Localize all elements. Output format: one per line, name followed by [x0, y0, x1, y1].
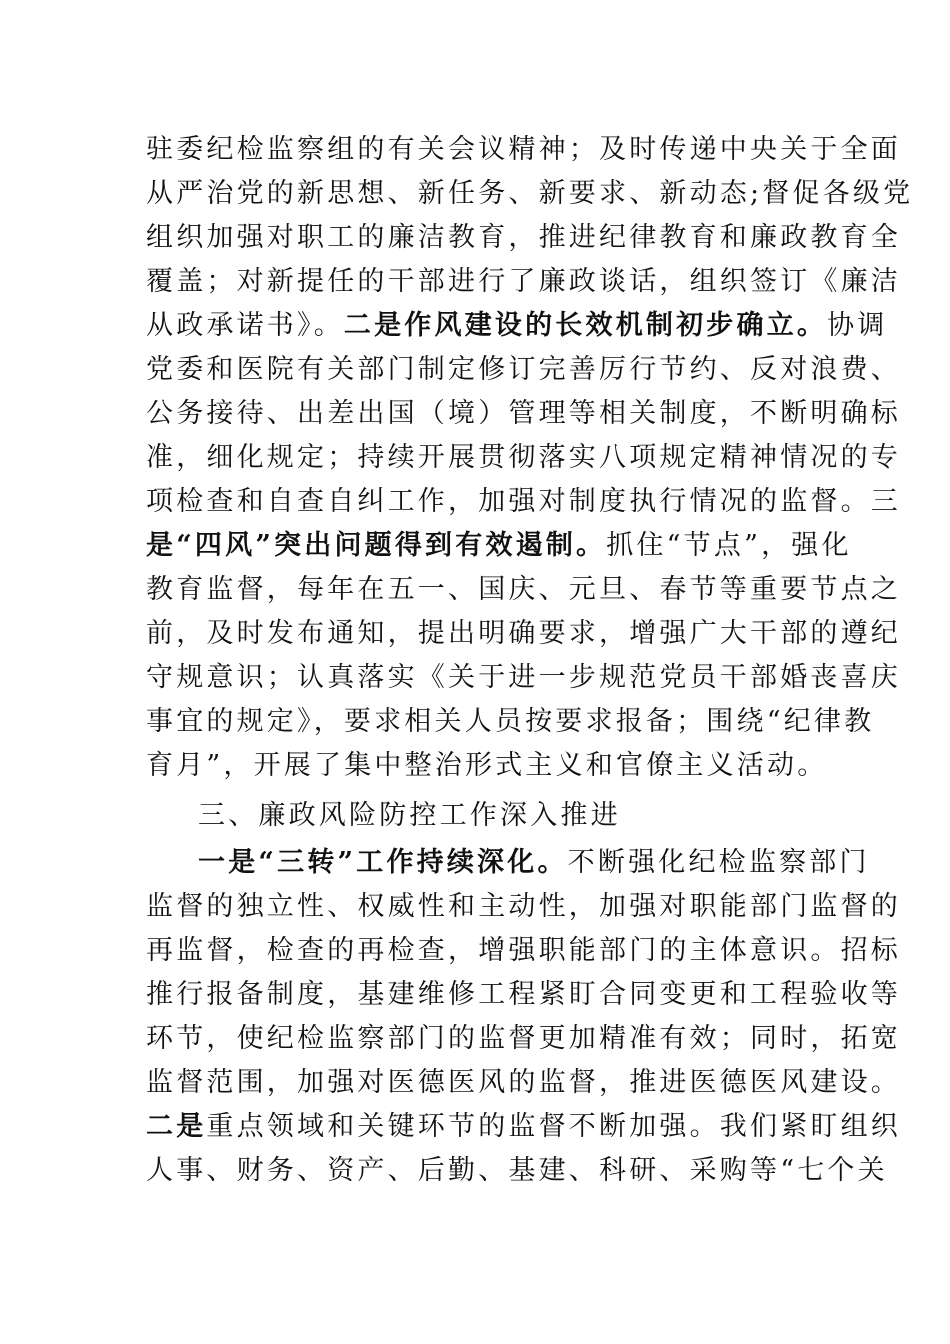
- line-text: 协调: [827, 310, 888, 341]
- body-line: 公务接待、出差出国（境）管理等相关制度，不断明确标: [146, 398, 901, 429]
- body-line: 覆盖；对新提任的干部进行了廉政谈话，组织签订《廉洁: [146, 266, 901, 297]
- body-line: 育月”，开展了集中整治形式主义和官僚主义活动。: [146, 750, 828, 781]
- body-line: [146, 304, 888, 348]
- body-line: [146, 524, 852, 568]
- body-line: 驻委纪检监察组的有关会议精神；及时传递中央关于全面: [146, 134, 901, 165]
- body-line: 党委和医院有关部门制定修订完善厉行节约、反对浪费、: [146, 354, 901, 385]
- line-text: 不断强化纪检监察部门: [567, 847, 870, 878]
- line-text: 抓住“节点”，强化: [606, 530, 852, 561]
- bold-subheading: 二是: [146, 1111, 207, 1142]
- body-line: 前，及时发布通知，提出明确要求，增强广大干部的遵纪: [146, 618, 901, 649]
- body-line: 监督的独立性、权威性和主动性，加强对职能部门监督的: [146, 891, 901, 922]
- bold-subheading: 二是作风建设的长效机制初步确立。: [343, 310, 828, 341]
- body-line: 准，细化规定；持续开展贯彻落实八项规定精神情况的专: [146, 442, 901, 473]
- body-line: 从严治党的新思想、新任务、新要求、新动态;督促各级党: [146, 178, 914, 209]
- body-line: [198, 841, 870, 885]
- bold-subheading: 是“四风”突出问题得到有效遏制。: [146, 530, 607, 561]
- body-line: 项检查和自查自纠工作，加强对制度执行情况的监督。三: [146, 486, 901, 517]
- body-line: 组织加强对职工的廉洁教育，推进纪律教育和廉政教育全: [146, 222, 901, 253]
- body-line: 教育监督，每年在五一、国庆、元旦、春节等重要节点之: [146, 574, 901, 605]
- body-line: 推行报备制度，基建维修工程紧盯合同变更和工程验收等: [146, 979, 901, 1010]
- body-line: 环节，使纪检监察部门的监督更加精准有效；同时，拓宽: [146, 1023, 901, 1054]
- section-heading: 三、廉政风险防控工作深入推进: [198, 800, 621, 831]
- line-text: 重点领域和关键环节的监督不断加强。我们紧盯组织: [206, 1111, 902, 1142]
- body-line: 事宜的规定》，要求相关人员按要求报备；围绕“纪律教: [146, 706, 875, 737]
- body-line: 再监督，检查的再检查，增强职能部门的主体意识。招标: [146, 935, 901, 966]
- body-line: 监督范围，加强对医德医风的监督，推进医德医风建设。: [146, 1067, 901, 1098]
- body-line: 人事、财务、资产、后勤、基建、科研、采购等“七个关: [146, 1155, 888, 1186]
- line-text: 从政承诺书》。: [146, 310, 344, 341]
- body-line: 守规意识；认真落实《关于进一步规范党员干部婚丧喜庆: [146, 662, 901, 693]
- bold-subheading: 一是“三转”工作持续深化。: [198, 847, 568, 878]
- body-line: [146, 1105, 902, 1149]
